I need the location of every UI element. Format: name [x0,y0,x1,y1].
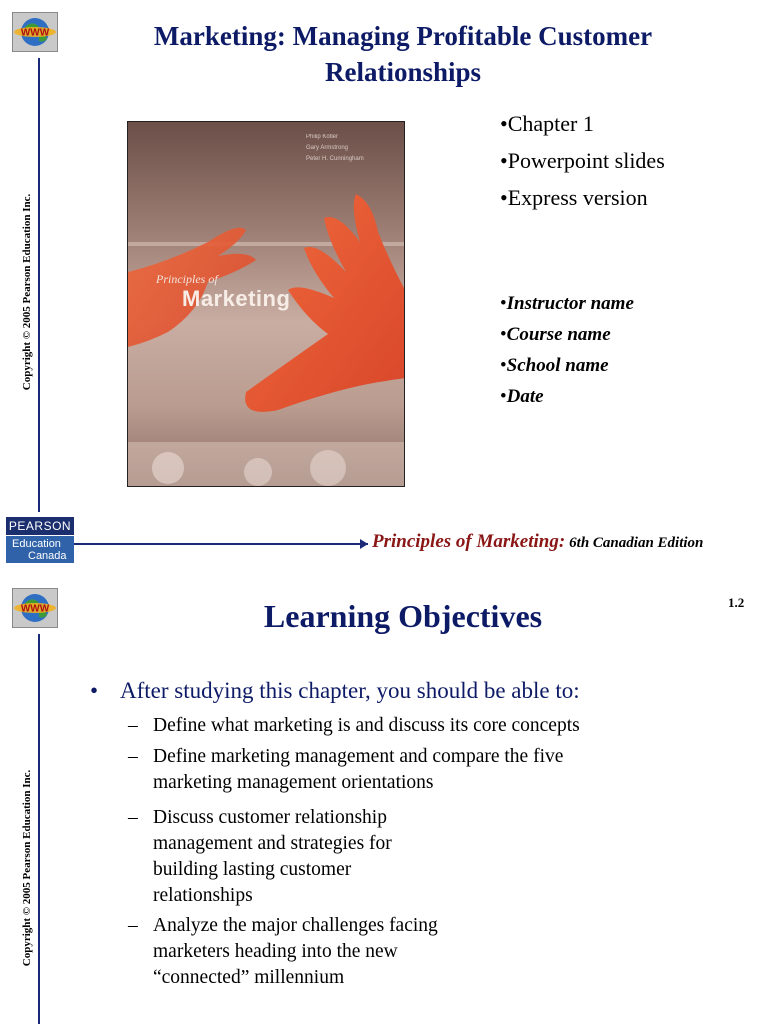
objective-line: management and strategies for [153,833,392,854]
pearson-line-2: Canada [28,550,67,562]
logo-text: WWW [20,27,50,39]
objective-line: relationships [153,885,253,906]
dash-bullet: – [128,715,138,736]
info-item [500,385,634,416]
objective-line: Analyze the major challenges facing [153,915,438,936]
book-author: Peter H. Cunningham [306,156,364,162]
left-rule [38,634,40,1024]
slide-title: Marketing: Managing Profitable Customer Relationships [153,21,653,87]
bullet-dot: • [500,355,507,376]
info-label: Instructor name [506,293,634,314]
logo-text: WWW [20,603,50,615]
copyright-text: Copyright © 2005 Pearson Education Inc. [21,769,33,967]
info-item [500,354,634,385]
dash-bullet: – [128,746,138,767]
objective-line: Define marketing management and compare the five [153,746,564,767]
objective-line: “connected” millennium [153,967,345,988]
objective-text [153,713,580,739]
dash-bullet: – [128,807,138,828]
chapter-bullets [500,110,665,221]
book-title-prefix: Principles of [156,272,218,286]
book-cover-image [127,121,405,487]
footer-edition: 6th Canadian Edition [569,535,704,551]
objective-line: Discuss customer relationship [153,807,387,828]
copyright-text: Copyright © 2005 Pearson Education Inc. [21,193,33,391]
bullet-item: •Chapter 1 [500,111,594,136]
bullet-dot: • [500,324,507,345]
slide-title: Learning Objectives [263,598,543,634]
book-title: Marketing [182,286,291,311]
objective-text [153,805,392,909]
pearson-line-1: Education [12,538,61,550]
info-item [500,323,634,354]
info-label: School name [506,355,609,376]
objective-text [153,913,438,991]
objectives-lead [90,678,580,704]
bullet-dot: • [90,678,99,703]
left-rule [38,58,40,512]
slide-number: 1.2 [728,595,745,610]
objective-line: building lasting customer [153,859,352,880]
lead-text: After studying this chapter, you should be able to: [120,678,580,703]
bullet-item: •Powerpoint slides [500,148,665,173]
www-globe-icon[interactable] [12,588,58,628]
book-authors [306,132,364,165]
www-globe-icon[interactable] [12,12,58,52]
objective-text [153,744,563,796]
slide-2 [0,512,768,1024]
bullet-item: •Express version [500,185,648,210]
bullet-dot: • [500,293,507,314]
info-label: Course name [506,324,611,345]
objective-line: marketing management orientations [153,772,434,793]
footer-book-name: Principles of Marketing: [372,531,566,552]
info-label: Date [506,386,544,407]
objective-line: marketers heading into the new [153,941,398,962]
pearson-wordmark: PEARSON [6,517,74,536]
book-author: Gary Armstrong [306,145,349,151]
course-info-bullets [500,292,634,416]
book-author: Philip Kotler [306,134,339,140]
objective-line: Define what marketing is and discuss its core concepts [153,715,580,736]
bullet-dot: • [500,386,507,407]
info-item [500,292,634,323]
dash-bullet: – [128,915,138,936]
